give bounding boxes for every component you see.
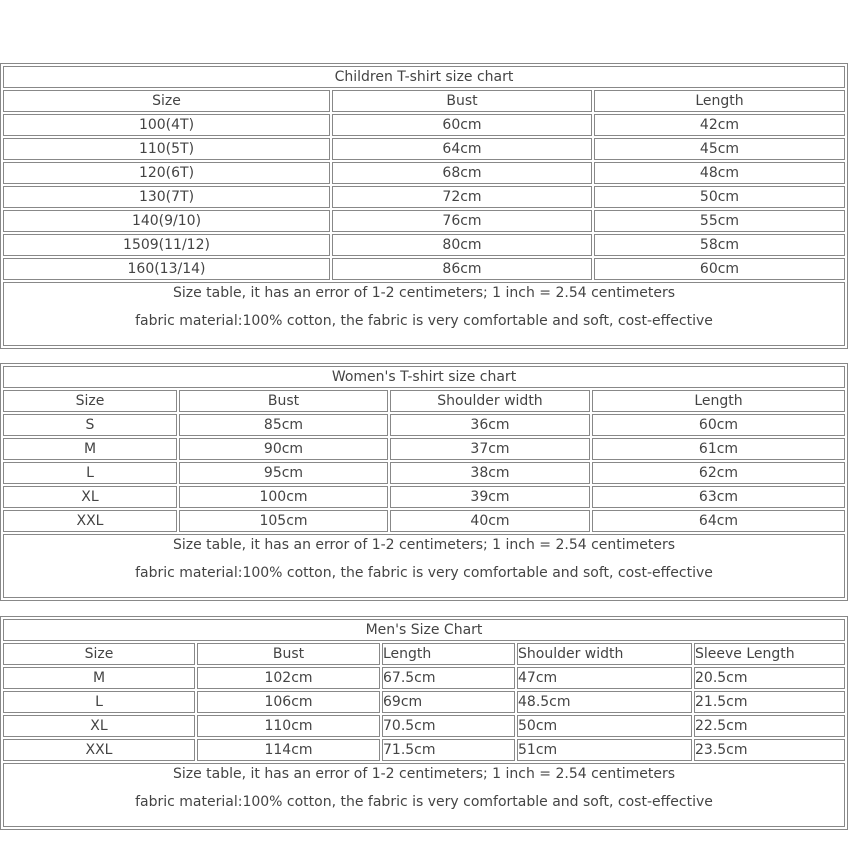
table-cell: XXL: [3, 510, 177, 532]
table-header-row: [3, 643, 845, 665]
table-cell: 64cm: [332, 138, 592, 160]
table-cell: 100(4T): [3, 114, 330, 136]
table-cell: 50cm: [594, 186, 845, 208]
column-header: Bust: [332, 90, 592, 112]
table-cell: 102cm: [197, 667, 380, 689]
size-error-note: Size table, it has an error of 1-2 centimeters; 1 inch = 2.54 centimeters: [172, 285, 676, 301]
children-size-table: [0, 63, 848, 349]
table-row: [3, 162, 845, 184]
table-title: Women's T-shirt size chart: [3, 366, 845, 388]
column-header: Length: [592, 390, 845, 412]
table-cell: 69cm: [382, 691, 515, 713]
table-row: [3, 234, 845, 256]
table-cell: L: [3, 691, 195, 713]
table-row: [3, 510, 845, 532]
table-cell: 51cm: [517, 739, 692, 761]
table-cell: 80cm: [332, 234, 592, 256]
table-cell: 38cm: [390, 462, 590, 484]
column-header: Length: [594, 90, 845, 112]
table-cell: XXL: [3, 739, 195, 761]
table-row: [3, 210, 845, 232]
table-cell: 90cm: [179, 438, 388, 460]
table-cell: 120(6T): [3, 162, 330, 184]
table-cell: 71.5cm: [382, 739, 515, 761]
table-cell: L: [3, 462, 177, 484]
column-header: Length: [382, 643, 515, 665]
table-cell: XL: [3, 715, 195, 737]
table-note: [3, 282, 845, 346]
table-cell: 114cm: [197, 739, 380, 761]
table-cell: 50cm: [517, 715, 692, 737]
women-size-table: [0, 363, 848, 601]
table-row: [3, 138, 845, 160]
table-cell: 39cm: [390, 486, 590, 508]
table-cell: 67.5cm: [382, 667, 515, 689]
table-cell: 36cm: [390, 414, 590, 436]
table-cell: 100cm: [179, 486, 388, 508]
table-cell: 86cm: [332, 258, 592, 280]
column-header: Bust: [179, 390, 388, 412]
table-note-row: [3, 763, 845, 827]
table-cell: 76cm: [332, 210, 592, 232]
table-row: [3, 462, 845, 484]
table-cell: M: [3, 438, 177, 460]
table-cell: 21.5cm: [694, 691, 845, 713]
table-cell: 106cm: [197, 691, 380, 713]
fabric-note: fabric material:100% cotton, the fabric is very comfortable and soft, cost-effective: [135, 565, 713, 581]
table-row: [3, 414, 845, 436]
table-row: [3, 486, 845, 508]
table-row: [3, 186, 845, 208]
table-header-row: [3, 390, 845, 412]
table-cell: 61cm: [592, 438, 845, 460]
table-cell: 140(9/10): [3, 210, 330, 232]
table-cell: 22.5cm: [694, 715, 845, 737]
table-cell: 48.5cm: [517, 691, 692, 713]
table-cell: 72cm: [332, 186, 592, 208]
table-cell: 47cm: [517, 667, 692, 689]
table-cell: 110(5T): [3, 138, 330, 160]
table-row: [3, 114, 845, 136]
table-cell: 45cm: [594, 138, 845, 160]
table-cell: 23.5cm: [694, 739, 845, 761]
table-cell: XL: [3, 486, 177, 508]
table-note-row: [3, 282, 845, 346]
table-title-row: [3, 366, 845, 388]
table-cell: 64cm: [592, 510, 845, 532]
table-cell: 85cm: [179, 414, 388, 436]
men-size-table: [0, 616, 848, 830]
column-header: Shoulder width: [517, 643, 692, 665]
table-cell: 70.5cm: [382, 715, 515, 737]
table-note: [3, 534, 845, 598]
table-cell: 37cm: [390, 438, 590, 460]
table-row: [3, 438, 845, 460]
table-title-row: [3, 619, 845, 641]
table-row: [3, 667, 845, 689]
table-cell: 63cm: [592, 486, 845, 508]
table-cell: 95cm: [179, 462, 388, 484]
size-error-note: Size table, it has an error of 1-2 centimeters; 1 inch = 2.54 centimeters: [172, 537, 676, 553]
table-row: [3, 739, 845, 761]
column-header: Bust: [197, 643, 380, 665]
table-cell: 105cm: [179, 510, 388, 532]
size-error-note: Size table, it has an error of 1-2 centimeters; 1 inch = 2.54 centimeters: [172, 766, 676, 782]
table-row: [3, 691, 845, 713]
fabric-note: fabric material:100% cotton, the fabric is very comfortable and soft, cost-effective: [135, 313, 713, 329]
table-cell: 60cm: [592, 414, 845, 436]
table-cell: 130(7T): [3, 186, 330, 208]
column-header: Shoulder width: [390, 390, 590, 412]
table-title: Men's Size Chart: [3, 619, 845, 641]
table-title: Children T-shirt size chart: [3, 66, 845, 88]
table-cell: 20.5cm: [694, 667, 845, 689]
table-cell: 40cm: [390, 510, 590, 532]
table-cell: 58cm: [594, 234, 845, 256]
column-header: Sleeve Length: [694, 643, 845, 665]
table-cell: 48cm: [594, 162, 845, 184]
table-title-row: [3, 66, 845, 88]
table-cell: 55cm: [594, 210, 845, 232]
table-cell: 160(13/14): [3, 258, 330, 280]
column-header: Size: [3, 643, 195, 665]
table-cell: 110cm: [197, 715, 380, 737]
fabric-note: fabric material:100% cotton, the fabric is very comfortable and soft, cost-effective: [135, 794, 713, 810]
table-header-row: [3, 90, 845, 112]
table-cell: 42cm: [594, 114, 845, 136]
table-cell: M: [3, 667, 195, 689]
table-cell: 60cm: [594, 258, 845, 280]
table-cell: 60cm: [332, 114, 592, 136]
table-cell: S: [3, 414, 177, 436]
column-header: Size: [3, 390, 177, 412]
table-row: [3, 258, 845, 280]
table-cell: 1509(11/12): [3, 234, 330, 256]
table-note: [3, 763, 845, 827]
column-header: Size: [3, 90, 330, 112]
table-note-row: [3, 534, 845, 598]
table-cell: 68cm: [332, 162, 592, 184]
table-row: [3, 715, 845, 737]
table-cell: 62cm: [592, 462, 845, 484]
